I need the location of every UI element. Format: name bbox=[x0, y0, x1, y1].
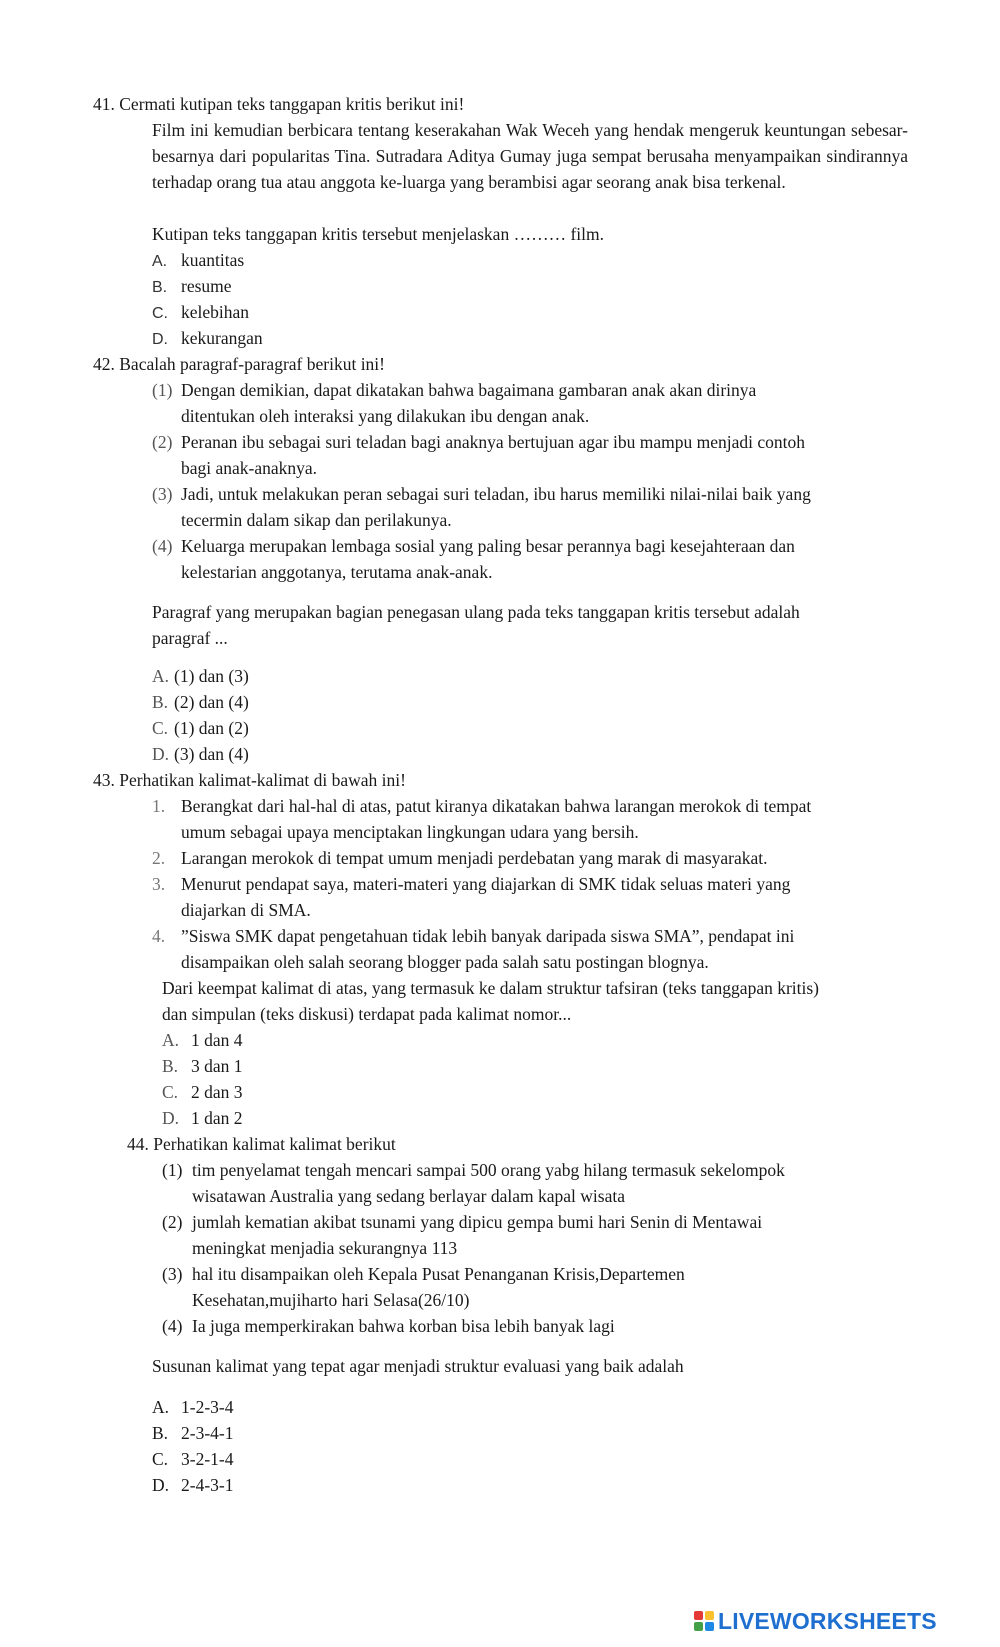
q44-option-d[interactable] bbox=[152, 1474, 233, 1496]
logo-square-blue bbox=[705, 1622, 714, 1631]
q42-item-3-cont: tecermin dalam sikap dan perilakunya. bbox=[181, 510, 452, 530]
option-text: (1) dan (3) bbox=[174, 666, 249, 686]
option-label: D. bbox=[152, 331, 168, 348]
option-text: 1 dan 4 bbox=[191, 1030, 243, 1050]
option-label: B. bbox=[152, 692, 169, 712]
q42-option-b[interactable] bbox=[152, 691, 249, 713]
option-text: kelebihan bbox=[181, 302, 250, 322]
logo-square-green bbox=[694, 1622, 703, 1631]
q42-item-4 bbox=[152, 535, 795, 557]
option-text: 1-2-3-4 bbox=[181, 1397, 234, 1417]
option-text: 3-2-1-4 bbox=[181, 1449, 234, 1469]
item-text: tim penyelamat tengah mencari sampai 500 orang yabg hilang termasuk sekelompok bbox=[192, 1160, 785, 1180]
option-label: B. bbox=[152, 279, 168, 296]
option-label: C. bbox=[152, 1449, 169, 1469]
item-label: (2) bbox=[152, 432, 173, 452]
q42-option-d[interactable] bbox=[152, 743, 249, 765]
item-text: Peranan ibu sebagai suri teladan bagi anaknya bertujuan agar ibu mampu menjadi contoh bbox=[181, 432, 805, 452]
item-text: Dengan demikian, dapat dikatakan bahwa bagaimana gambaran anak akan dirinya bbox=[181, 380, 757, 400]
q43-option-d[interactable] bbox=[162, 1107, 243, 1129]
item-text: hal itu disampaikan oleh Kepala Pusat Penanganan Krisis,Departemen bbox=[192, 1264, 685, 1284]
q42-option-a[interactable] bbox=[152, 665, 249, 687]
q43-item-1 bbox=[152, 795, 811, 817]
q44-option-a[interactable] bbox=[152, 1396, 233, 1418]
option-text: resume bbox=[181, 276, 232, 296]
item-label: 4. bbox=[152, 926, 166, 946]
option-label: C. bbox=[152, 718, 169, 738]
option-label: D. bbox=[152, 1475, 170, 1495]
item-label: (4) bbox=[152, 536, 173, 556]
q42-option-c[interactable] bbox=[152, 717, 249, 739]
q42-item-2-cont: bagi anak-anaknya. bbox=[181, 458, 318, 478]
option-text: 2-3-4-1 bbox=[181, 1423, 234, 1443]
q44-item-3-cont: Kesehatan,mujiharto hari Selasa(26/10) bbox=[192, 1290, 470, 1310]
q42-item-4-cont: kelestarian anggotanya, terutama anak-anak. bbox=[181, 562, 493, 582]
q44-item-3 bbox=[162, 1263, 685, 1285]
item-text: Ia juga memperkirakan bahwa korban bisa lebih banyak lagi bbox=[192, 1316, 615, 1336]
item-label: (3) bbox=[152, 484, 173, 504]
q41-question: Kutipan teks tanggapan kritis tersebut menjelaskan ……… film. bbox=[152, 224, 604, 244]
q41-title: 41. Cermati kutipan teks tanggapan kritis berikut ini! bbox=[93, 94, 465, 114]
q41-option-a[interactable] bbox=[152, 249, 244, 273]
q41-option-c[interactable] bbox=[152, 301, 249, 325]
option-text: (1) dan (2) bbox=[174, 718, 249, 738]
q44-item-1 bbox=[162, 1159, 785, 1181]
item-label: (2) bbox=[162, 1212, 183, 1232]
q44-option-c[interactable] bbox=[152, 1448, 233, 1470]
option-text: (3) dan (4) bbox=[174, 744, 249, 764]
item-text: Berangkat dari hal-hal di atas, patut kiranya dikatakan bahwa larangan merokok di tempat bbox=[181, 796, 812, 816]
q41-passage: Film ini kemudian berbicara tentang keserakahan Wak Weceh yang hendak mengeruk keuntungan sebesar-besarnya dari popularitas Tina. Sutradara Aditya Gumay juga sempat berusaha menyampaikan sindirannya terhadap orang tua atau anggota ke-luarga yang berambisi agar seorang anak bisa terkenal. bbox=[152, 120, 908, 192]
item-text: Larangan merokok di tempat umum menjadi perdebatan yang marak di masyarakat. bbox=[181, 848, 768, 868]
q43-item-2 bbox=[152, 847, 768, 869]
option-text: (2) dan (4) bbox=[174, 692, 249, 712]
item-text: ”Siswa SMK dapat pengetahuan tidak lebih banyak daripada siswa SMA”, pendapat ini bbox=[181, 926, 795, 946]
q44-question: Susunan kalimat yang tepat agar menjadi struktur evaluasi yang baik adalah bbox=[152, 1356, 684, 1376]
q43-item-3-cont: diajarkan di SMA. bbox=[181, 900, 311, 920]
q43-item-4 bbox=[152, 925, 794, 947]
q44-item-2-cont: meningkat menjadia sekurangnya 113 bbox=[192, 1238, 458, 1258]
q43-question: Dari keempat kalimat di atas, yang termasuk ke dalam struktur tafsiran (teks tanggapan kritis) bbox=[162, 978, 820, 998]
q44-item-2 bbox=[162, 1211, 762, 1233]
q43-item-4-cont: disampaikan oleh salah seorang blogger pada salah satu postingan blognya. bbox=[181, 952, 709, 972]
option-label: B. bbox=[152, 1423, 169, 1443]
q43-item-3 bbox=[152, 873, 790, 895]
logo-square-yellow bbox=[705, 1611, 714, 1620]
option-text: 2 dan 3 bbox=[191, 1082, 243, 1102]
q44-item-1-cont: wisatawan Australia yang sedang berlayar dalam kapal wisata bbox=[192, 1186, 625, 1206]
option-label: A. bbox=[152, 1397, 170, 1417]
option-label: D. bbox=[152, 744, 170, 764]
item-text: Jadi, untuk melakukan peran sebagai suri teladan, ibu harus memiliki nilai-nilai baik yang bbox=[181, 484, 811, 504]
q41-option-b[interactable] bbox=[152, 275, 232, 299]
q42-item-1 bbox=[152, 379, 756, 401]
logo-square-red bbox=[694, 1611, 703, 1620]
logo-grid-icon bbox=[694, 1611, 714, 1631]
option-label: B. bbox=[162, 1056, 179, 1076]
option-text: 3 dan 1 bbox=[191, 1056, 243, 1076]
option-label: C. bbox=[152, 305, 168, 322]
q43-question-cont: dan simpulan (teks diskusi) terdapat pada kalimat nomor... bbox=[162, 1004, 572, 1024]
option-label: A. bbox=[152, 253, 168, 270]
item-label: 1. bbox=[152, 796, 166, 816]
q43-option-a[interactable] bbox=[162, 1029, 243, 1051]
option-text: kuantitas bbox=[181, 250, 245, 270]
q42-item-1-cont: ditentukan oleh interaksi yang dilakukan ibu dengan anak. bbox=[181, 406, 590, 426]
q43-item-1-cont: umum sebagai upaya menciptakan lingkungan udara yang bersih. bbox=[181, 822, 639, 842]
item-text: jumlah kematian akibat tsunami yang dipicu gempa bumi hari Senin di Mentawai bbox=[192, 1212, 763, 1232]
item-text: Menurut pendapat saya, materi-materi yang diajarkan di SMK tidak seluas materi yang bbox=[181, 874, 791, 894]
item-label: (1) bbox=[162, 1160, 183, 1180]
item-label: 2. bbox=[152, 848, 166, 868]
q43-option-b[interactable] bbox=[162, 1055, 243, 1077]
item-label: 3. bbox=[152, 874, 166, 894]
liveworksheets-logo[interactable] bbox=[694, 1606, 937, 1636]
option-label: C. bbox=[162, 1082, 179, 1102]
q42-question-cont: paragraf ... bbox=[152, 628, 228, 648]
option-label: D. bbox=[162, 1108, 180, 1128]
option-label: A. bbox=[162, 1030, 180, 1050]
item-text: Keluarga merupakan lembaga sosial yang paling besar perannya bagi kesejahteraan dan bbox=[181, 536, 795, 556]
q44-item-4 bbox=[162, 1315, 615, 1337]
q42-item-2 bbox=[152, 431, 805, 453]
item-label: (4) bbox=[162, 1316, 183, 1336]
q44-option-b[interactable] bbox=[152, 1422, 233, 1444]
logo-text: LIVEWORKSHEETS bbox=[718, 1607, 937, 1634]
q42-question: Paragraf yang merupakan bagian penegasan ulang pada teks tanggapan kritis tersebut adalah bbox=[152, 602, 800, 622]
option-label: A. bbox=[152, 666, 170, 686]
option-text: 2-4-3-1 bbox=[181, 1475, 234, 1495]
q43-option-c[interactable] bbox=[162, 1081, 243, 1103]
q43-title: 43. Perhatikan kalimat-kalimat di bawah ini! bbox=[93, 770, 406, 790]
q42-item-3 bbox=[152, 483, 811, 505]
item-label: (1) bbox=[152, 380, 173, 400]
option-text: kekurangan bbox=[181, 328, 263, 348]
item-label: (3) bbox=[162, 1264, 183, 1284]
q42-title: 42. Bacalah paragraf-paragraf berikut ini! bbox=[93, 354, 385, 374]
option-text: 1 dan 2 bbox=[191, 1108, 243, 1128]
q41-option-d[interactable] bbox=[152, 327, 263, 351]
q44-title: 44. Perhatikan kalimat kalimat berikut bbox=[127, 1134, 396, 1154]
